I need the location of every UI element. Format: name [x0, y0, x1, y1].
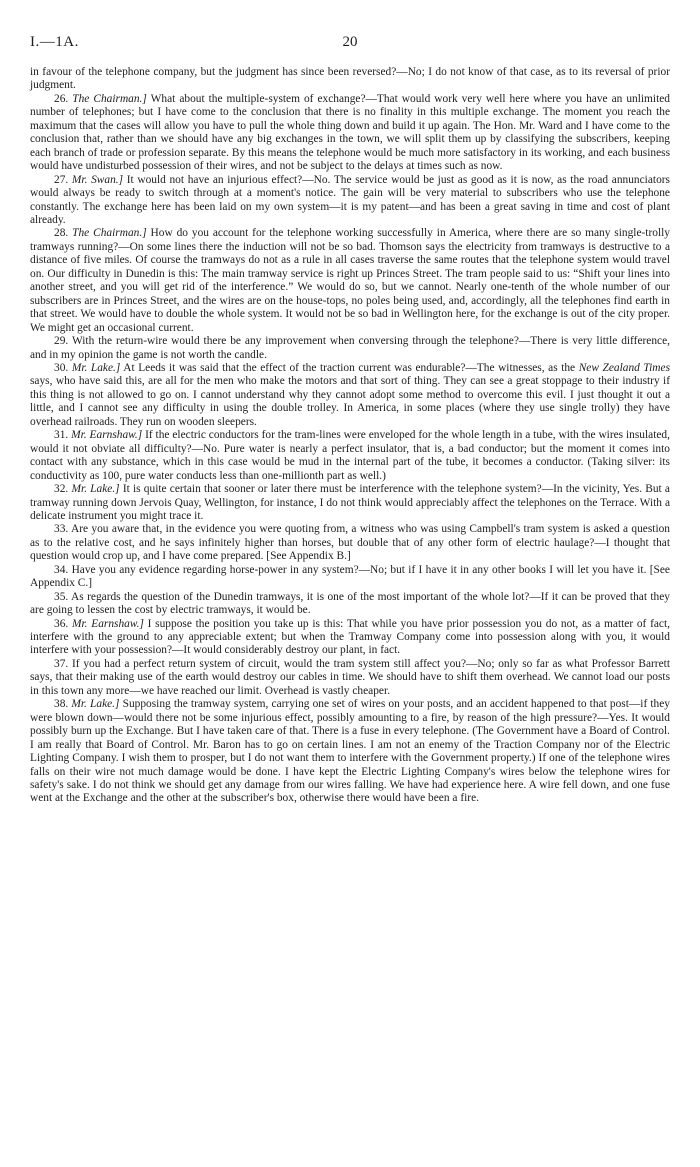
speaker-name: Mr. Swan.]: [71, 173, 124, 186]
paragraph-number: 31.: [54, 429, 69, 442]
paragraph-32: [30, 483, 670, 523]
paragraph-38: [30, 698, 670, 806]
paragraph-29: [30, 335, 670, 362]
paragraph-text: With the return-wire would there be any improvement when conversing through the telephone?—There is very little difference, and in my opinion the game is not worth the candle.: [30, 335, 670, 361]
speaker-name: Mr. Lake.]: [71, 483, 120, 496]
page-number: 20: [342, 34, 358, 50]
paragraph-text: It would not have an injurious effect?—No. The service would be just as good as it is now, as the road annunciators would always be ready to switch through at a moment's notice. The gain will be very material to subscribers who use the telephone constantly. The exchange here has been laid on my own system—it is my patent—and has been a great saving in time and cost of plant already.: [30, 173, 670, 226]
paragraph-text: If the electric conductors for the tram-lines were enveloped for the whole length in a tube, with the wires insulated, would it not obviate all difficulty?—No. Pure water is nearly a perfect insulator, that is, a bad conductor; but the moment it comes into contact with any substance, which in this case would be mud in the internal part of the tube, it becomes a conductor. (Taking silver: its conductivity as 100, pure water conducts less than one-millionth part as well.): [30, 429, 670, 482]
paragraph-34: [30, 564, 670, 591]
paragraph-30: [30, 362, 670, 429]
paragraph-27: [30, 174, 670, 228]
speaker-name: Mr. Earnshaw.]: [72, 617, 144, 630]
paragraph-text-before: At Leeds it was said that the effect of the traction current was endurable?—The witnesses, as the: [123, 361, 576, 374]
paragraph-number: 33.: [54, 523, 69, 536]
paragraph-number: 32.: [54, 483, 69, 496]
paragraph-37: [30, 658, 670, 698]
paragraph-text: Have you any evidence regarding horse-power in any system?—No; but if I have it in any other books I will let you have it. [See Appendix C.]: [30, 563, 670, 590]
paragraph-number: 26.: [54, 92, 69, 105]
paragraph-text: Supposing the tramway system, carrying one set of wires on your posts, and an accident happened to that post—if they were blown down—would there not be some injurious effect, possibly amounting to a fire, by reason of the high pressure?—Yes. It would possibly burn up the Exchange. But I have taken care of that. There is a fuse in every telephone. (The Government have a Board of Control. I am really that Board of Control. Mr. Baron has to go on certain lines. I am not an enemy of the Traction Company nor of the Electric Lighting Company. I wish them to prosper, but I do not want them to interfere with the Government property.) If one of the telephone wires falls on their wire not much damage would be done. I have kept the Electric Lighting Company's wires below the telephone wires for safety's sake. I do not think we should get any damage from our wires falling. We have had experience here. A wire fell down, and one fuse went at the Exchange and the other at the subscriber's box, otherwise there would have been a fire.: [30, 698, 670, 805]
document-reference: I.—1A.: [30, 34, 79, 50]
paragraph-text: As regards the question of the Dunedin tramways, it is one of the most important of the whole lot?—If it can be proved that they are going to lessen the cost by electric tramways, it would be.: [30, 590, 670, 617]
paragraph-35: [30, 591, 670, 618]
paragraph-26: [30, 93, 670, 174]
paragraph-31: [30, 429, 670, 483]
paragraph-33: [30, 523, 670, 563]
paragraph-continuation: [30, 66, 670, 93]
paragraph-text: in favour of the telephone company, but the judgment has since been reversed?—No; I do not know of that case, as to its reversal of prior judgment.: [30, 66, 670, 92]
page-header: [30, 34, 670, 66]
speaker-name: The Chairman.]: [72, 227, 147, 240]
speaker-name: Mr. Lake.]: [71, 698, 120, 711]
paragraph-text: It is quite certain that sooner or later there must be interference with the telephone system?—In the vicinity, Yes. But a tramway running down Jervois Quay, Wellington, for instance, I do not think would appreciably affect the telephones on the Terrace. With a delicate instrument you might trace it.: [30, 483, 670, 522]
paragraph-text: I suppose the position you take up is this: That while you have prior possession you do not, as a matter of fact, interfere with the ground to any appreciable extent; but when the Tramway Company come into possession along with you, it would interfere with your possession?—It would considerably destroy our plant, in fact.: [30, 617, 671, 657]
paragraph-number: 36.: [54, 617, 69, 630]
paragraph-number: 35.: [54, 590, 69, 603]
paragraph-number: 28.: [54, 227, 69, 240]
paragraph-number: 29.: [54, 335, 69, 348]
paragraph-number: 30.: [54, 361, 69, 374]
newspaper-title: New Zealand Times: [578, 361, 671, 374]
paragraph-number: 34.: [54, 563, 69, 576]
speaker-name: Mr. Lake.]: [71, 361, 121, 374]
paragraph-text: Are you aware that, in the evidence you were quoting from, a witness who was using Campbell's tram system is asked a question as to the relative cost, and he says infinitely higher than horses, but double that of any other form of electric haulage?—I thought that question would crop up, and I have come prepared. [See Appendix B.]: [30, 523, 671, 563]
paragraph-text: What about the multiple-system of exchange?—That would work very well here where you have an unlimited number of telephones; but I have come to the conclusion that there is no finality in this multiple exchange. The moment you reach the maximum that the cases will allow you have to pull the whole thing down and build it up again. The Hon. Mr. Ward and I have come to the conclusion that, rather than we should have any big exchanges in the town, we will split them up by classifying the subscribers, keeping each branch of trade or profession separate. By this means the telephone would be much more satisfactory in its working, and each business would have undisturbed possession of their wires, and not be subject to the delays at times such as now.: [30, 92, 670, 173]
paragraph-text: If you had a perfect return system of circuit, would the tram system still affect you?—No; only so far as what Professor Barrett says, that their making use of the earth would destroy our cables in time. We should have to shift them overhead. We cannot load our posts in this town any more—we have reached our limit. Overhead is vastly cheaper.: [30, 657, 670, 697]
paragraph-36: [30, 618, 670, 658]
paragraph-text: says, who have said this, are all for the men who make the motors and that sort of thing. They can see a great stoppage to their industry if this thing is not allowed to go on. I cannot understand why they cannot adopt some method to overcome this evil. I just thought it out a little, and I cannot see any difficulty in using the double trolley. In America, in some places (where they use single trolly) they have overhead railroads. They run on wooden sleepers.: [30, 375, 670, 428]
document-body: [30, 66, 670, 806]
speaker-name: The Chairman.]: [72, 92, 147, 105]
paragraph-text: How do you account for the telephone working successfully in America, where there are so many single-trolly tramways running?—On some lines there the induction will not be so bad. Thomson says the electricity from tramways is destructive to a distance of five miles. Of course the tramways do not as a rule in all cases traverse the same routes that the telephone system would travel on. Our difficulty in Dunedin is this: The main tramway service is right up Princes Street. The tram people said to us: “Shift your lines into another street, and you will get rid of the interference.” We would do so, but we cannot. Nearly one-tenth of the whole number of our subscribers are in Princes Street, and the wires are on the house-tops, no poles being used, and, accordingly, all the telephones find earth in that street. We would have to double the whole system. It would not be so bad in Wellington here, for the exchange is out of the city proper. We might get an occasional current.: [30, 227, 670, 334]
speaker-name: Mr. Earnshaw.]: [71, 429, 143, 442]
paragraph-28: [30, 227, 670, 335]
paragraph-number: 38.: [54, 698, 69, 711]
paragraph-number: 27.: [54, 173, 69, 186]
paragraph-number: 37.: [54, 657, 69, 670]
